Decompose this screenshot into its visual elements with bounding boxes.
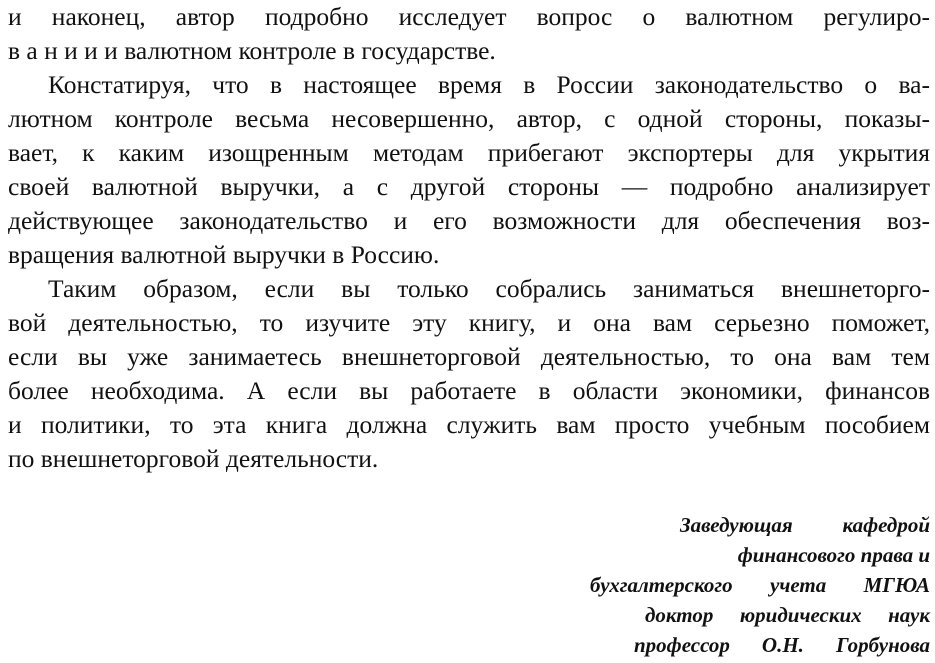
text-line: по внешнеторговой деятельности. (8, 444, 379, 473)
signature-department: финансового права и (737, 543, 930, 567)
paragraph-currency-control (8, 68, 930, 272)
signature-block (570, 510, 930, 660)
text-line: вает, к каким изощренным методам прибегают экспортеры для укрытия (8, 138, 930, 167)
text-line: действующее законодательство и его возможности для обеспечения воз- (8, 206, 930, 235)
text-line: Таким образом, если вы только собрались заниматься внешнеторго- (48, 274, 930, 303)
signature-name: профессор О.Н. Горбунова (634, 633, 930, 657)
text-line: и наконец, автор подробно исследует вопрос о валютном регулиро- (8, 2, 930, 31)
text-line: вращения валютной выручки в Россию. (8, 240, 440, 269)
document-page (8, 0, 930, 476)
text-line: лютном контроле весьма несовершенно, автор, с одной стороны, показы- (8, 104, 930, 133)
paragraph-conclusion (8, 272, 930, 476)
text-line: и политики, то эта книга должна служить вам просто учебным пособием (8, 410, 930, 439)
paragraph-continuation (8, 0, 930, 68)
signature-department-cont: бухгалтерского учета МГЮА (590, 573, 930, 597)
text-line: если вы уже занимаетесь внешнеторговой деятельностью, то она вам тем (8, 342, 930, 371)
signature-degree: доктор юридических наук (645, 603, 930, 627)
text-line: своей валютной выручки, а с другой стороны — подробно анализирует (8, 172, 930, 201)
text-line: вой деятельностью, то изучите эту книгу, и она вам серьезно поможет, (8, 308, 930, 337)
text-line: Констатируя, что в настоящее время в России законодательство о ва- (48, 70, 930, 99)
text-line: в а н и и и валютном контроле в государстве. (8, 36, 496, 65)
signature-position: Заведующая кафедрой (680, 513, 930, 537)
text-line: более необходима. А если вы работаете в области экономики, финансов (8, 376, 930, 405)
